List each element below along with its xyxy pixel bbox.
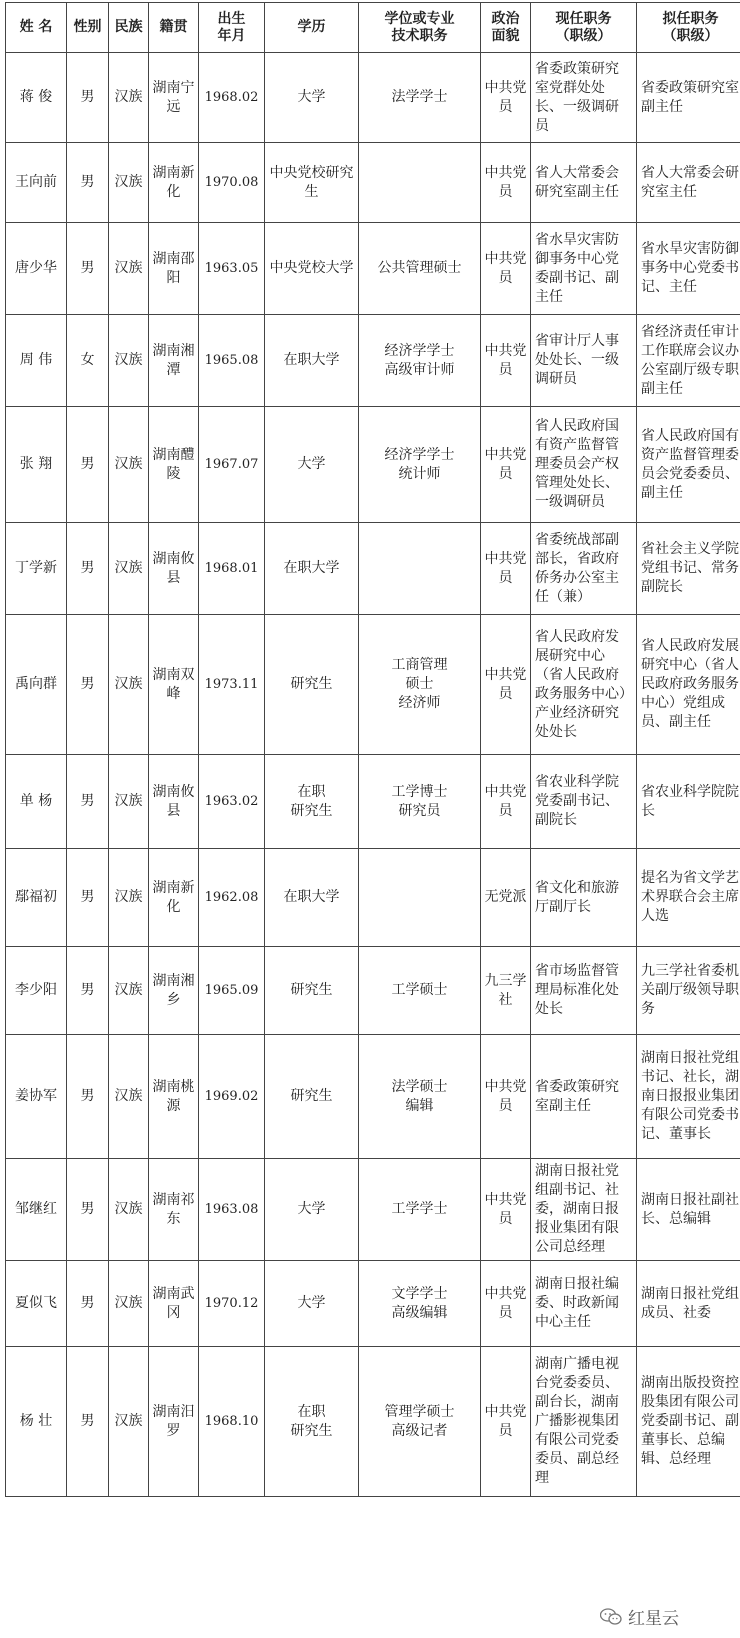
table-row xyxy=(6,1159,740,1261)
cell-degree: 法学硕士 编辑 xyxy=(359,1035,481,1159)
cell-party: 中共党员 xyxy=(481,1347,531,1497)
cell-origin: 湖南攸县 xyxy=(149,755,199,849)
cell-degree: 法学学士 xyxy=(359,53,481,143)
cell-party: 中共党员 xyxy=(481,523,531,615)
cell-degree: 经济学学士 统计师 xyxy=(359,407,481,523)
cell-origin: 湖南湘乡 xyxy=(149,947,199,1035)
cell-origin: 湖南新化 xyxy=(149,849,199,947)
source-watermark xyxy=(600,1604,679,1629)
cell-gender: 男 xyxy=(67,53,109,143)
cell-party: 九三学社 xyxy=(481,947,531,1035)
table-row xyxy=(6,849,740,947)
cell-gender: 男 xyxy=(67,1159,109,1261)
cell-ethnicity: 汉族 xyxy=(109,523,149,615)
cell-name: 鄢福初 xyxy=(6,849,67,947)
cell-birth: 1969.02 xyxy=(199,1035,265,1159)
cell-name: 姜协军 xyxy=(6,1035,67,1159)
cell-name: 李少阳 xyxy=(6,947,67,1035)
watermark-text: 红星云 xyxy=(628,1609,679,1629)
cell-proposed-post: 提名为省文学艺术界联合会主席人选 xyxy=(637,849,740,947)
cell-proposed-post: 省委政策研究室副主任 xyxy=(637,53,740,143)
cell-degree: 公共管理硕士 xyxy=(359,223,481,315)
header-birth: 出生 年月 xyxy=(199,3,265,53)
cell-proposed-post: 省人民政府国有资产监督管理委员会党委委员、副主任 xyxy=(637,407,740,523)
header-education: 学历 xyxy=(265,3,359,53)
table-row xyxy=(6,1035,740,1159)
cell-degree: 工学学士 xyxy=(359,1159,481,1261)
header-name: 姓 名 xyxy=(6,3,67,53)
cell-degree xyxy=(359,849,481,947)
cell-ethnicity: 汉族 xyxy=(109,315,149,407)
cell-current-post: 省农业科学院党委副书记、副院长 xyxy=(531,755,637,849)
cell-origin: 湖南祁东 xyxy=(149,1159,199,1261)
cell-current-post: 湖南日报社编委、时政新闻中心主任 xyxy=(531,1261,637,1347)
cadre-appointment-table xyxy=(5,2,740,1497)
cell-name: 蒋 俊 xyxy=(6,53,67,143)
cell-birth: 1968.01 xyxy=(199,523,265,615)
cell-gender: 男 xyxy=(67,615,109,755)
cell-name: 单 杨 xyxy=(6,755,67,849)
cell-party: 中共党员 xyxy=(481,1261,531,1347)
cell-gender: 男 xyxy=(67,523,109,615)
cell-party: 无党派 xyxy=(481,849,531,947)
table-row xyxy=(6,755,740,849)
cell-education: 中央党校研究生 xyxy=(265,143,359,223)
cell-degree xyxy=(359,523,481,615)
cell-proposed-post: 省社会主义学院党组书记、常务副院长 xyxy=(637,523,740,615)
cell-origin: 湖南武冈 xyxy=(149,1261,199,1347)
cell-proposed-post: 湖南日报社党组成员、社委 xyxy=(637,1261,740,1347)
cell-proposed-post: 省水旱灾害防御事务中心党委书记、主任 xyxy=(637,223,740,315)
cell-origin: 湖南邵阳 xyxy=(149,223,199,315)
cell-gender: 男 xyxy=(67,407,109,523)
cell-education: 大学 xyxy=(265,1261,359,1347)
cell-proposed-post: 九三学社省委机关副厅级领导职务 xyxy=(637,947,740,1035)
table-row xyxy=(6,143,740,223)
cell-education: 中央党校大学 xyxy=(265,223,359,315)
cell-education: 在职大学 xyxy=(265,523,359,615)
cell-origin: 湖南醴陵 xyxy=(149,407,199,523)
header-party: 政治 面貌 xyxy=(481,3,531,53)
cell-party: 中共党员 xyxy=(481,223,531,315)
cell-ethnicity: 汉族 xyxy=(109,407,149,523)
cell-origin: 湖南湘潭 xyxy=(149,315,199,407)
cell-origin: 湖南汨罗 xyxy=(149,1347,199,1497)
cell-proposed-post: 省农业科学院院长 xyxy=(637,755,740,849)
cell-education: 大学 xyxy=(265,53,359,143)
table-row xyxy=(6,947,740,1035)
cell-current-post: 省人民政府国有资产监督管理委员会产权管理处处长、一级调研员 xyxy=(531,407,637,523)
cell-gender: 男 xyxy=(67,947,109,1035)
cell-education: 在职大学 xyxy=(265,849,359,947)
wechat-bubble-icon xyxy=(600,1608,622,1626)
cell-proposed-post: 省经济责任审计工作联席会议办公室副厅级专职副主任 xyxy=(637,315,740,407)
cell-birth: 1973.11 xyxy=(199,615,265,755)
header-origin: 籍贯 xyxy=(149,3,199,53)
cell-party: 中共党员 xyxy=(481,755,531,849)
cell-proposed-post: 湖南出版投资控股集团有限公司党委副书记、副董事长、总编辑、总经理 xyxy=(637,1347,740,1497)
table-row xyxy=(6,523,740,615)
cell-ethnicity: 汉族 xyxy=(109,1261,149,1347)
cell-gender: 男 xyxy=(67,1035,109,1159)
cell-gender: 女 xyxy=(67,315,109,407)
cell-education: 在职 研究生 xyxy=(265,755,359,849)
cell-education: 研究生 xyxy=(265,615,359,755)
cell-proposed-post: 湖南日报社副社长、总编辑 xyxy=(637,1159,740,1261)
cell-current-post: 省审计厅人事处处长、一级调研员 xyxy=(531,315,637,407)
table-header-row xyxy=(6,3,740,53)
cell-ethnicity: 汉族 xyxy=(109,143,149,223)
cell-birth: 1965.08 xyxy=(199,315,265,407)
table-row xyxy=(6,315,740,407)
cell-name: 王向前 xyxy=(6,143,67,223)
cell-birth: 1962.08 xyxy=(199,849,265,947)
cell-origin: 湖南双峰 xyxy=(149,615,199,755)
table-row xyxy=(6,407,740,523)
cell-proposed-post: 湖南日报社党组书记、社长，湖南日报报业集团有限公司党委书记、董事长 xyxy=(637,1035,740,1159)
table-row xyxy=(6,223,740,315)
table-row xyxy=(6,1347,740,1497)
cell-birth: 1963.08 xyxy=(199,1159,265,1261)
cell-party: 中共党员 xyxy=(481,1035,531,1159)
cell-current-post: 省委统战部副部长，省政府侨务办公室主任（兼） xyxy=(531,523,637,615)
cell-gender: 男 xyxy=(67,223,109,315)
cell-party: 中共党员 xyxy=(481,615,531,755)
cell-party: 中共党员 xyxy=(481,53,531,143)
cell-current-post: 湖南广播电视台党委委员、副台长，湖南广播影视集团有限公司党委委员、副总经理 xyxy=(531,1347,637,1497)
cell-name: 张 翔 xyxy=(6,407,67,523)
header-degree: 学位或专业 技术职务 xyxy=(359,3,481,53)
cell-ethnicity: 汉族 xyxy=(109,223,149,315)
cell-name: 禹向群 xyxy=(6,615,67,755)
cell-name: 杨 壮 xyxy=(6,1347,67,1497)
table-row xyxy=(6,615,740,755)
cell-birth: 1970.08 xyxy=(199,143,265,223)
cell-degree: 文学学士 高级编辑 xyxy=(359,1261,481,1347)
cell-name: 夏似飞 xyxy=(6,1261,67,1347)
cell-gender: 男 xyxy=(67,849,109,947)
cell-education: 在职 研究生 xyxy=(265,1347,359,1497)
header-ethnicity: 民族 xyxy=(109,3,149,53)
cell-name: 唐少华 xyxy=(6,223,67,315)
cell-degree: 经济学学士 高级审计师 xyxy=(359,315,481,407)
cell-degree: 工学博士 研究员 xyxy=(359,755,481,849)
table-row xyxy=(6,53,740,143)
cell-origin: 湖南宁远 xyxy=(149,53,199,143)
cell-party: 中共党员 xyxy=(481,1159,531,1261)
cell-birth: 1970.12 xyxy=(199,1261,265,1347)
cell-current-post: 省水旱灾害防御事务中心党委副书记、副主任 xyxy=(531,223,637,315)
cell-degree: 管理学硕士 高级记者 xyxy=(359,1347,481,1497)
cell-current-post: 省委政策研究室党群处处长、一级调研员 xyxy=(531,53,637,143)
cell-education: 大学 xyxy=(265,1159,359,1261)
cell-proposed-post: 省人大常委会研究室主任 xyxy=(637,143,740,223)
cell-birth: 1963.05 xyxy=(199,223,265,315)
cadre-appointment-table-container xyxy=(5,2,739,1497)
cell-education: 在职大学 xyxy=(265,315,359,407)
cell-gender: 男 xyxy=(67,1347,109,1497)
cell-origin: 湖南攸县 xyxy=(149,523,199,615)
cell-ethnicity: 汉族 xyxy=(109,615,149,755)
cell-degree: 工学硕士 xyxy=(359,947,481,1035)
cell-birth: 1968.02 xyxy=(199,53,265,143)
cell-ethnicity: 汉族 xyxy=(109,755,149,849)
cell-birth: 1965.09 xyxy=(199,947,265,1035)
cell-ethnicity: 汉族 xyxy=(109,1347,149,1497)
table-row xyxy=(6,1261,740,1347)
cell-proposed-post: 省人民政府发展研究中心（省人民政府政务服务中心）党组成员、副主任 xyxy=(637,615,740,755)
cell-ethnicity: 汉族 xyxy=(109,947,149,1035)
header-proposed-post: 拟任职务 （职级） xyxy=(637,3,740,53)
header-current-post: 现任职务 （职级） xyxy=(531,3,637,53)
cell-current-post: 省文化和旅游厅副厅长 xyxy=(531,849,637,947)
cell-name: 邹继红 xyxy=(6,1159,67,1261)
cell-degree: 工商管理 硕士 经济师 xyxy=(359,615,481,755)
cell-name: 周 伟 xyxy=(6,315,67,407)
cell-party: 中共党员 xyxy=(481,315,531,407)
cell-origin: 湖南新化 xyxy=(149,143,199,223)
cell-education: 研究生 xyxy=(265,947,359,1035)
cell-party: 中共党员 xyxy=(481,407,531,523)
cell-birth: 1963.02 xyxy=(199,755,265,849)
cell-gender: 男 xyxy=(67,143,109,223)
cell-ethnicity: 汉族 xyxy=(109,1035,149,1159)
cell-ethnicity: 汉族 xyxy=(109,1159,149,1261)
cell-education: 研究生 xyxy=(265,1035,359,1159)
cell-current-post: 省人民政府发展研究中心（省人民政府政务服务中心）产业经济研究处处长 xyxy=(531,615,637,755)
cell-origin: 湖南桃源 xyxy=(149,1035,199,1159)
cell-birth: 1967.07 xyxy=(199,407,265,523)
cell-education: 大学 xyxy=(265,407,359,523)
cell-gender: 男 xyxy=(67,1261,109,1347)
cell-party: 中共党员 xyxy=(481,143,531,223)
cell-ethnicity: 汉族 xyxy=(109,53,149,143)
cell-ethnicity: 汉族 xyxy=(109,849,149,947)
cell-current-post: 省委政策研究室副主任 xyxy=(531,1035,637,1159)
header-gender: 性别 xyxy=(67,3,109,53)
cell-current-post: 省人大常委会研究室副主任 xyxy=(531,143,637,223)
cell-current-post: 省市场监督管理局标准化处处长 xyxy=(531,947,637,1035)
cell-degree xyxy=(359,143,481,223)
cell-current-post: 湖南日报社党组副书记、社委，湖南日报报业集团有限公司总经理 xyxy=(531,1159,637,1261)
cell-birth: 1968.10 xyxy=(199,1347,265,1497)
cell-name: 丁学新 xyxy=(6,523,67,615)
cell-gender: 男 xyxy=(67,755,109,849)
